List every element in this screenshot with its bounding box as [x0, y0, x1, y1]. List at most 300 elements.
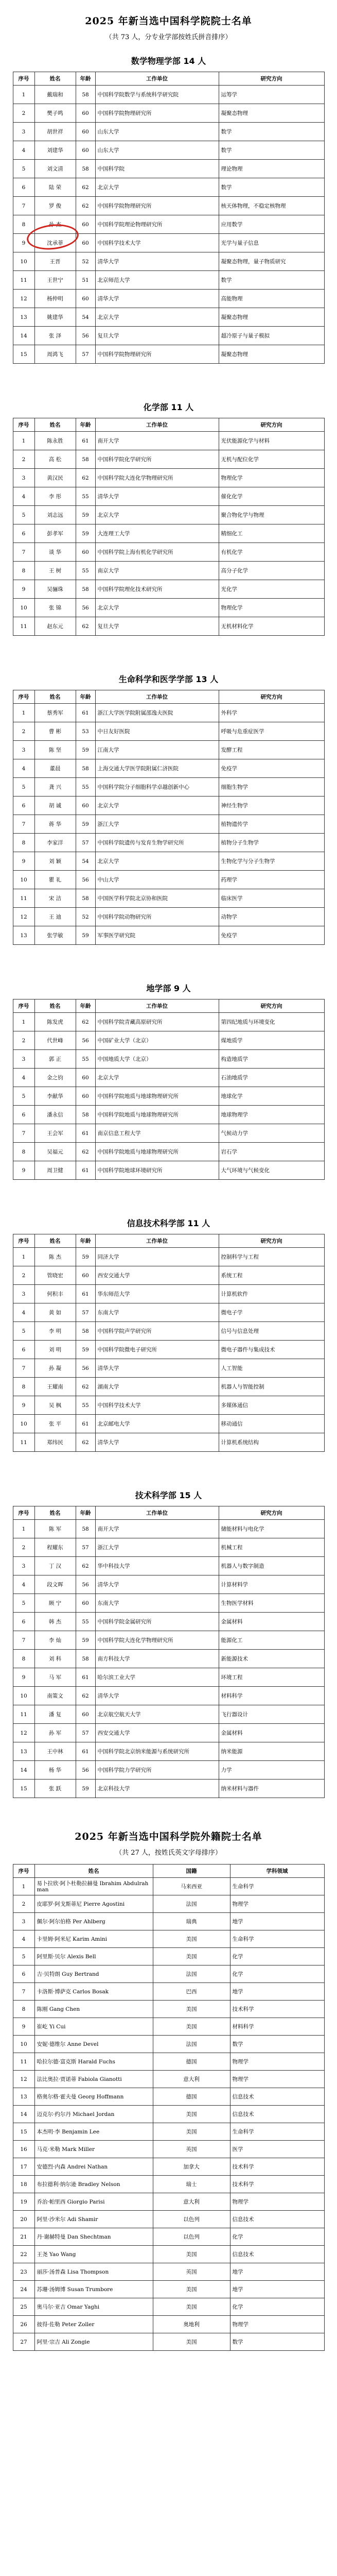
- cell-field: 运筹学: [219, 86, 324, 104]
- cell-name: 张学敏: [34, 926, 76, 945]
- cell-age: 58: [76, 1650, 95, 1668]
- cell-name: 郭 正: [34, 1050, 76, 1069]
- table-row: [13, 2141, 324, 2158]
- cell-country: 以色列: [153, 2228, 230, 2246]
- cell-org: 山东大学: [95, 123, 219, 141]
- cell-org: 中国科学院地球环境研究所: [95, 1161, 219, 1180]
- cell-name: 李 灿: [34, 1631, 76, 1650]
- cell-num: 21: [13, 2228, 34, 2246]
- cell-age: 62: [76, 1143, 95, 1161]
- cell-field: 核天体物理，不稳定核物理: [219, 197, 324, 215]
- cell-num: 13: [13, 1742, 34, 1761]
- cell-field: 材料科学: [230, 2018, 324, 2036]
- cell-org: 中山大学: [95, 871, 219, 889]
- table-row: [13, 123, 324, 141]
- cell-field: 石油地质学: [219, 1069, 324, 1087]
- cell-country: 美国: [153, 2298, 230, 2316]
- cell-num: 11: [13, 1705, 34, 1724]
- cell-age: 59: [76, 1248, 95, 1266]
- cell-org: 中国科学院金属研究所: [95, 1613, 219, 1631]
- cell-age: 61: [76, 1668, 95, 1687]
- table-header-row: [13, 418, 324, 432]
- cell-age: 57: [76, 345, 95, 364]
- cell-field: 物理学: [230, 1895, 324, 1913]
- cell-num: 22: [13, 2246, 34, 2263]
- cell-org: 北京大学: [95, 308, 219, 327]
- table-row: [13, 1742, 324, 1761]
- cell-name: 丽莎·汤普森 Lisa Thompson: [34, 2263, 153, 2281]
- cell-num: 11: [13, 889, 34, 908]
- header-country: 国籍: [153, 1865, 230, 1878]
- cell-org: 中日友好医院: [95, 722, 219, 741]
- cell-age: 61: [76, 1415, 95, 1433]
- table-row: [13, 1930, 324, 1948]
- cell-org: 浙江大学: [95, 815, 219, 834]
- cell-num: 4: [13, 1930, 34, 1948]
- cell-age: 58: [76, 1520, 95, 1538]
- foreign-subtitle: （共 27 人，按姓氏英文字母排序）: [115, 1849, 222, 1857]
- cell-name: 谈 华: [34, 543, 76, 562]
- cell-org: 复旦大学: [95, 327, 219, 345]
- header-age: 年龄: [76, 1506, 95, 1520]
- cell-org: 浙江大学医学院附属邵逸夫医院: [95, 704, 219, 722]
- cell-org: 中国科学院北京纳米能源与系统研究所: [95, 1742, 219, 1761]
- cell-org: 中国医学科学院北京协和医院: [95, 889, 219, 908]
- cell-num: 7: [13, 197, 34, 215]
- cell-name: 龚 兴: [34, 778, 76, 796]
- cell-age: 60: [76, 290, 95, 308]
- cell-country: 德国: [153, 2053, 230, 2071]
- cell-age: 62: [76, 1013, 95, 1031]
- cell-field: 金属材料: [219, 1724, 324, 1742]
- cell-org: 华东师范大学: [95, 1285, 219, 1303]
- cell-field: 材料科学: [219, 1687, 324, 1705]
- cell-org: 清华大学: [95, 1687, 219, 1705]
- cell-country: 美国: [153, 1948, 230, 1965]
- cell-age: 60: [76, 104, 95, 123]
- cell-org: 中国科学院遗传与发育生物学研究所: [95, 834, 219, 852]
- cell-age: 59: [76, 815, 95, 834]
- table-row: [13, 1124, 324, 1143]
- section-gap: [0, 945, 337, 976]
- cell-age: 57: [76, 1303, 95, 1322]
- cell-age: 59: [76, 506, 95, 524]
- cell-age: 58: [76, 86, 95, 104]
- table-row: [13, 1520, 324, 1538]
- table-row: [13, 1106, 324, 1124]
- cell-age: 60: [76, 141, 95, 160]
- cell-age: 58: [76, 1106, 95, 1124]
- cell-field: 大气环境与气候变化: [219, 1161, 324, 1180]
- header-age: 年龄: [76, 1234, 95, 1248]
- cell-org: 南京大学: [95, 562, 219, 580]
- cell-name: 哈拉尔德·富克斯 Harald Fuchs: [34, 2053, 153, 2071]
- foreign-title: 2025 年新当选中国科学院外籍院士名单: [75, 1831, 262, 1842]
- cell-num: 9: [13, 234, 34, 252]
- cell-name: 马克·米勒 Mark Miller: [34, 2141, 153, 2158]
- cell-age: 58: [76, 450, 95, 469]
- table-header-row: [13, 1865, 324, 1878]
- cell-field: 生命科学: [230, 1878, 324, 1895]
- cell-num: 8: [13, 834, 34, 852]
- table-header-row: [13, 999, 324, 1013]
- cell-num: 6: [13, 1613, 34, 1631]
- cell-num: 12: [13, 2071, 34, 2088]
- cell-name: 李 明: [34, 1322, 76, 1341]
- cell-num: 15: [13, 1780, 34, 1798]
- table-row: [13, 722, 324, 741]
- cell-field: 数学: [230, 2333, 324, 2351]
- cell-name: 陈 军: [34, 1520, 76, 1538]
- table-row: [13, 1050, 324, 1069]
- cell-age: 60: [76, 123, 95, 141]
- cell-num: 11: [13, 271, 34, 290]
- cell-num: 1: [13, 1520, 34, 1538]
- cell-num: 9: [13, 1396, 34, 1415]
- table-header-row: [13, 690, 324, 704]
- cell-field: 信息技术: [230, 2211, 324, 2228]
- cell-field: 无机与配位化学: [219, 450, 324, 469]
- cell-name: 本杰明·李 Benjamin Lee: [34, 2123, 153, 2141]
- table-row: [13, 2176, 324, 2193]
- cell-num: 4: [13, 1575, 34, 1594]
- cell-field: 金属材料: [219, 1613, 324, 1631]
- cell-org: 北京大学: [95, 178, 219, 197]
- cell-country: 加拿大: [153, 2158, 230, 2176]
- cell-country: 英国: [153, 2141, 230, 2158]
- cell-field: 地学: [230, 1983, 324, 2001]
- table-row: [13, 2228, 324, 2246]
- cell-age: 62: [76, 1433, 95, 1452]
- cell-num: 2: [13, 1538, 34, 1557]
- table-row: [13, 1359, 324, 1378]
- cell-num: 24: [13, 2281, 34, 2298]
- cell-num: 1: [13, 86, 34, 104]
- cell-field: 凝聚态物理: [219, 104, 324, 123]
- cell-country: 法国: [153, 1965, 230, 1983]
- cell-field: 细胞生物学: [219, 778, 324, 796]
- header-name: 姓名: [34, 72, 76, 86]
- cell-country: 美国: [153, 2123, 230, 2141]
- cell-name: 孙 凝: [34, 1359, 76, 1378]
- cell-num: 27: [13, 2333, 34, 2351]
- cell-num: 12: [13, 1724, 34, 1742]
- table-row: [13, 252, 324, 271]
- cell-field: 生物化学与分子生物学: [219, 852, 324, 871]
- cell-num: 4: [13, 1303, 34, 1322]
- cell-country: 瑞典: [153, 1913, 230, 1930]
- cell-age: 60: [76, 1266, 95, 1285]
- cell-field: 储能材料与电化学: [219, 1520, 324, 1538]
- cell-age: 56: [76, 1761, 95, 1780]
- table-row: [13, 1780, 324, 1798]
- cell-name: 郑纬民: [34, 1433, 76, 1452]
- table-row: [13, 908, 324, 926]
- cell-field: 信息技术: [230, 2088, 324, 2106]
- table-row: [13, 1575, 324, 1594]
- cell-org: 中国科学院分子细胞科学卓越创新中心: [95, 778, 219, 796]
- section-gap: [0, 636, 337, 667]
- cell-age: 56: [76, 871, 95, 889]
- cell-age: 61: [76, 1285, 95, 1303]
- cell-name: 宋 洁: [34, 889, 76, 908]
- cell-field: 无机材料化学: [219, 617, 324, 636]
- cell-name: 张 平: [34, 1415, 76, 1433]
- cell-name: 陈发虎: [34, 1013, 76, 1031]
- table-row: [13, 271, 324, 290]
- cell-org: 大连理工大学: [95, 524, 219, 543]
- header-name: 姓名: [34, 1865, 153, 1878]
- cell-field: 技术科学: [230, 2158, 324, 2176]
- table-row: [13, 234, 324, 252]
- cell-age: 55: [76, 562, 95, 580]
- cell-country: 美国: [153, 2246, 230, 2263]
- cell-org: 中国科学技术大学: [95, 1396, 219, 1415]
- cell-age: 58: [76, 160, 95, 178]
- cell-num: 7: [13, 1359, 34, 1378]
- table-row: [13, 308, 324, 327]
- cell-name: 刘 明: [34, 1341, 76, 1359]
- cell-field: 生物医学材料: [219, 1594, 324, 1613]
- cell-org: 中国科学院大连化学物理研究所: [95, 1631, 219, 1650]
- table-row: [13, 327, 324, 345]
- cell-field: 物理学: [230, 2193, 324, 2211]
- cell-age: 62: [76, 1378, 95, 1396]
- cell-name: 吴骊珠: [34, 580, 76, 599]
- cell-org: 东南大学: [95, 1303, 219, 1322]
- cell-org: 中国科学院物理研究所: [95, 197, 219, 215]
- cell-field: 物理学: [230, 2071, 324, 2088]
- cell-num: 7: [13, 1631, 34, 1650]
- cell-field: 光伏能源化学与材料: [219, 432, 324, 450]
- header-org: 工作单位: [95, 1234, 219, 1248]
- cell-age: 54: [76, 852, 95, 871]
- header-field: 研究方向: [219, 418, 324, 432]
- cell-org: 中国科学院数学与系统科学研究院: [95, 86, 219, 104]
- table-row: [13, 1396, 324, 1415]
- cell-num: 2: [13, 1895, 34, 1913]
- cell-field: 数学: [219, 141, 324, 160]
- table-row: [13, 1650, 324, 1668]
- table-row: [13, 2088, 324, 2106]
- cell-num: 7: [13, 1983, 34, 2001]
- cell-num: 10: [13, 871, 34, 889]
- cell-field: 高分子化学: [219, 562, 324, 580]
- table-row: [13, 741, 324, 759]
- cell-name: 周卫健: [34, 1161, 76, 1180]
- table-header-row: [13, 1234, 324, 1248]
- cell-num: 14: [13, 327, 34, 345]
- table-row: [13, 2018, 324, 2036]
- cell-age: 60: [76, 234, 95, 252]
- cell-field: 机器人与数字制造: [219, 1557, 324, 1575]
- cell-name: 王世宁: [34, 271, 76, 290]
- cell-num: 3: [13, 469, 34, 487]
- cell-field: 机器人与智能控制: [219, 1378, 324, 1396]
- header-num: 序号: [13, 690, 34, 704]
- cell-num: 23: [13, 2263, 34, 2281]
- cell-name: 王 迪: [34, 908, 76, 926]
- cell-num: 18: [13, 2176, 34, 2193]
- cell-org: 北京科技大学: [95, 1780, 219, 1798]
- division-table: [13, 72, 325, 364]
- cell-org: 山东大学: [95, 141, 219, 160]
- table-row: [13, 2263, 324, 2281]
- header-field: 研究方向: [219, 690, 324, 704]
- document: [0, 13, 337, 2351]
- cell-num: 12: [13, 290, 34, 308]
- cell-age: 58: [76, 580, 95, 599]
- cell-name: 安德烈·内森 Andrei Nathan: [34, 2158, 153, 2176]
- cell-country: 德国: [153, 2088, 230, 2106]
- header-field: 学科领域: [230, 1865, 324, 1878]
- cell-name: 卡洛斯·博萨克 Carlos Bosak: [34, 1983, 153, 2001]
- cell-field: 临床医学: [219, 889, 324, 908]
- cell-field: 化学: [230, 2228, 324, 2246]
- header-age: 年龄: [76, 690, 95, 704]
- cell-country: 巴西: [153, 1983, 230, 2001]
- table-row: [13, 197, 324, 215]
- cell-name: 吴福元: [34, 1143, 76, 1161]
- cell-org: 中国科学院力学研究所: [95, 1761, 219, 1780]
- header-org: 工作单位: [95, 999, 219, 1013]
- table-row: [13, 926, 324, 945]
- cell-org: 北京大学: [95, 852, 219, 871]
- cell-country: 奥地利: [153, 2316, 230, 2333]
- cell-age: 59: [76, 741, 95, 759]
- cell-org: 南方科技大学: [95, 1650, 219, 1668]
- cell-age: 57: [76, 1538, 95, 1557]
- table-row: [13, 1415, 324, 1433]
- cell-age: 61: [76, 432, 95, 450]
- table-row: [13, 617, 324, 636]
- table-row: [13, 215, 324, 234]
- cell-field: 外科学: [219, 704, 324, 722]
- cell-field: 计算机软件: [219, 1285, 324, 1303]
- cell-field: 免疫学: [219, 926, 324, 945]
- cell-num: 13: [13, 308, 34, 327]
- cell-name: 段文晖: [34, 1575, 76, 1594]
- cell-num: 5: [13, 1948, 34, 1965]
- cell-field: 免疫学: [219, 759, 324, 778]
- cell-field: 信号与信息处理: [219, 1322, 324, 1341]
- cell-num: 8: [13, 1143, 34, 1161]
- cell-name: 彭孝军: [34, 524, 76, 543]
- cell-org: 江南大学: [95, 741, 219, 759]
- cell-field: 物理化学: [219, 599, 324, 617]
- table-row: [13, 1285, 324, 1303]
- cell-org: 北京大学: [95, 506, 219, 524]
- cell-age: 59: [76, 524, 95, 543]
- cell-field: 光学与量子信息: [219, 234, 324, 252]
- table-row: [13, 1948, 324, 1965]
- cell-age: 62: [76, 1557, 95, 1575]
- table-row: [13, 2211, 324, 2228]
- table-row: [13, 1303, 324, 1322]
- table-row: [13, 704, 324, 722]
- table-row: [13, 1248, 324, 1266]
- division-table: [13, 418, 325, 636]
- cell-field: 技术科学: [230, 2001, 324, 2018]
- cell-name: 苏珊·汤姆博 Susan Trumbore: [34, 2281, 153, 2298]
- cell-num: 11: [13, 2053, 34, 2071]
- cell-org: 华中科技大学: [95, 1557, 219, 1575]
- cell-name: 王耀南: [34, 1378, 76, 1396]
- cell-org: 中国科学院声学研究所: [95, 1322, 219, 1341]
- division-title: 生命科学和医学学部 13 人: [118, 674, 219, 684]
- cell-name: 阿里·沙米尔 Adi Shamir: [34, 2211, 153, 2228]
- cell-num: 19: [13, 2193, 34, 2211]
- table-header-row: [13, 1506, 324, 1520]
- cell-field: 岩石学: [219, 1143, 324, 1161]
- table-row: [13, 345, 324, 364]
- cell-field: 有机化学: [219, 543, 324, 562]
- cell-name: 格奥尔格·霍夫曼 Georg Hoffmann: [34, 2088, 153, 2106]
- cell-age: 58: [76, 889, 95, 908]
- table-row: [13, 852, 324, 871]
- cell-name: 吴 枫: [34, 1396, 76, 1415]
- cell-field: 移动通信: [219, 1415, 324, 1433]
- cell-org: 中国科学院地质与地球物理研究所: [95, 1143, 219, 1161]
- cell-num: 4: [13, 759, 34, 778]
- cell-field: 环境工程: [219, 1668, 324, 1687]
- cell-country: 马来西亚: [153, 1878, 230, 1895]
- cell-num: 1: [13, 1013, 34, 1031]
- cell-field: 技术科学: [230, 2176, 324, 2193]
- cell-num: 5: [13, 778, 34, 796]
- cell-name: 黄汉民: [34, 469, 76, 487]
- table-row: [13, 759, 324, 778]
- cell-name: 王会军: [34, 1124, 76, 1143]
- cell-name: 蔡秀军: [34, 704, 76, 722]
- header-name: 姓名: [34, 690, 76, 704]
- cell-age: 60: [76, 796, 95, 815]
- table-row: [13, 1983, 324, 2001]
- cell-num: 6: [13, 1965, 34, 1983]
- cell-org: 中国科学院化学研究所: [95, 450, 219, 469]
- cell-num: 14: [13, 1761, 34, 1780]
- cell-org: 南京信息工程大学: [95, 1124, 219, 1143]
- header-num: 序号: [13, 1234, 34, 1248]
- table-row: [13, 2001, 324, 2018]
- cell-country: 美国: [153, 2106, 230, 2123]
- division-title: 信息技术科学部 11 人: [127, 1218, 210, 1228]
- header-num: 序号: [13, 1506, 34, 1520]
- cell-num: 10: [13, 1415, 34, 1433]
- cell-org: 中国科学院大连化学物理研究所: [95, 469, 219, 487]
- header-age: 年龄: [76, 72, 95, 86]
- table-row: [13, 1631, 324, 1650]
- cell-name: 法比奥拉·贾诺蒂 Fabiola Gianotti: [34, 2071, 153, 2088]
- cell-num: 17: [13, 2158, 34, 2176]
- cell-num: 12: [13, 908, 34, 926]
- cell-name: 孙 杰: [34, 215, 76, 234]
- cell-name: 彼得·佐勒 Peter Zoller: [34, 2316, 153, 2333]
- cell-num: 20: [13, 2211, 34, 2228]
- table-header-row: [13, 72, 324, 86]
- cell-org: 南开大学: [95, 432, 219, 450]
- cell-name: 王晋: [34, 252, 76, 271]
- cell-name: 杨仲明: [34, 290, 76, 308]
- cell-num: 14: [13, 2106, 34, 2123]
- cell-age: 58: [76, 759, 95, 778]
- cell-field: 动物学: [219, 908, 324, 926]
- cell-name: 刘建华: [34, 141, 76, 160]
- cell-field: 地学: [230, 1913, 324, 1930]
- cell-field: 信息技术: [230, 2106, 324, 2123]
- cell-name: 阿里斯·贝尔 Alexis Bell: [34, 1948, 153, 1965]
- cell-name: 蒋 华: [34, 815, 76, 834]
